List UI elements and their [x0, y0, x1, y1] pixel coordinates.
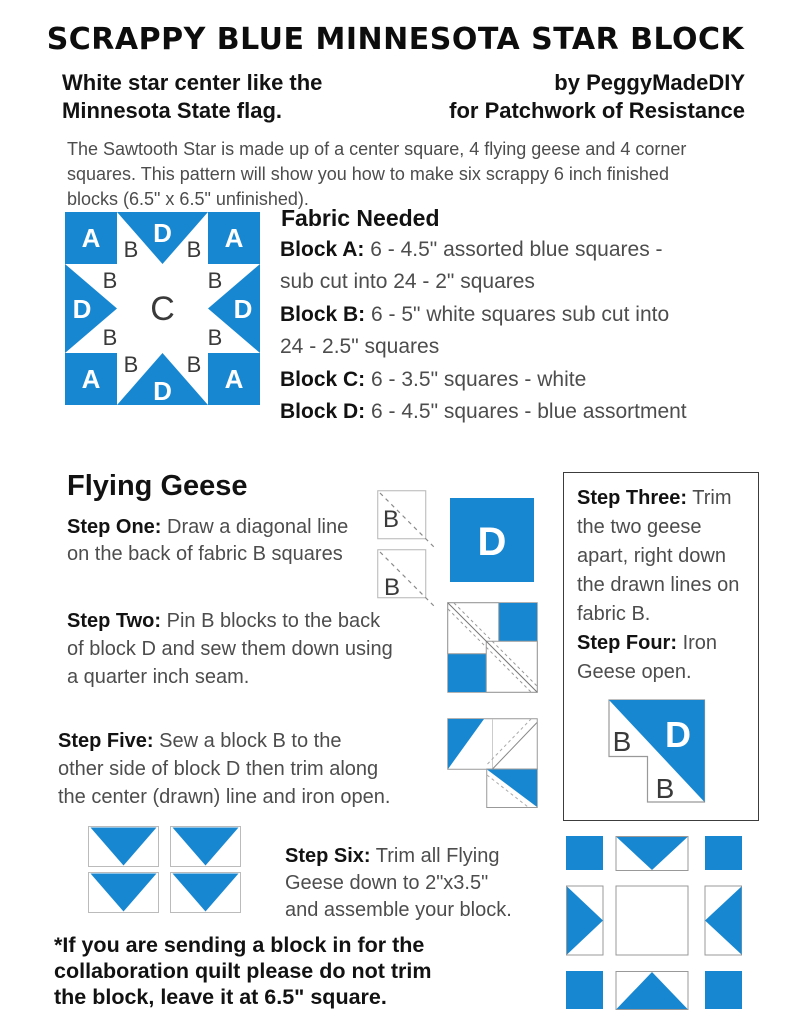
label-d: D — [665, 714, 691, 755]
byline-line-1: by PeggyMadeDIY — [554, 70, 745, 95]
subtitle — [62, 69, 322, 125]
fabric-heading: Fabric Needed — [281, 205, 440, 231]
label-b: B — [207, 325, 223, 350]
label-c: C — [150, 290, 175, 328]
pinned-b-blocks-diagram — [447, 602, 538, 693]
label-b: B — [186, 352, 202, 377]
four-flying-geese-diagram — [88, 826, 241, 914]
label-b: B — [102, 268, 118, 293]
footnote: *If you are sending a block in for the collaboration quilt please do not trim the block, leave it at 6.5" square. — [54, 933, 432, 1009]
label-a: A — [224, 364, 244, 394]
step-two-text: Step Two: Pin B blocks to the back of block D and sew them down using a quarter inch seam. — [67, 610, 393, 688]
ironed-geese-diagram — [600, 699, 706, 803]
label-b: B — [612, 726, 632, 757]
byline — [400, 69, 745, 125]
fabric-item-a-line2: sub cut into 24 - 2" squares — [280, 270, 535, 293]
label-a: A — [224, 223, 244, 253]
d-square-diagram — [450, 498, 534, 582]
page-title: SCRAPPY BLUE MINNESOTA STAR BLOCK — [46, 22, 745, 57]
fabric-item-c: Block C: 6 - 3.5" squares - white — [280, 368, 587, 391]
fabric-item-b-line2: 24 - 2.5" squares — [280, 335, 440, 358]
label-b: B — [123, 237, 139, 262]
step-six-text: Step Six: Trim all Flying Geese down to 2"x3.5" and assemble your block. — [285, 845, 512, 921]
label-d: D — [477, 520, 507, 564]
b-square-diagram-2 — [377, 549, 437, 609]
step-one-text: Step One: Draw a diagonal line on the back of fabric B squares — [67, 516, 349, 565]
label-b: B — [123, 352, 139, 377]
sew-second-b-diagram — [447, 718, 538, 809]
label-b: B — [102, 325, 118, 350]
label-b: B — [382, 506, 400, 533]
subtitle-line-1: White star center like the — [62, 70, 323, 95]
exploded-block-assembly-diagram — [566, 836, 746, 1014]
label-d: D — [153, 218, 172, 248]
label-a: A — [81, 364, 101, 394]
label-d: D — [72, 294, 92, 324]
fabric-item-b-line1: Block B: 6 - 5" white squares sub cut into — [280, 303, 670, 326]
label-b: B — [383, 574, 401, 601]
sawtooth-star-block-diagram — [65, 212, 260, 405]
fabric-item-d: Block D: 6 - 4.5" squares - blue assortment — [280, 400, 687, 423]
subtitle-line-2: Minnesota State flag. — [62, 98, 283, 123]
label-d: D — [153, 376, 172, 405]
label-b: B — [655, 773, 675, 803]
flying-geese-heading: Flying Geese — [67, 470, 248, 502]
byline-line-2: for Patchwork of Resistance — [449, 98, 745, 123]
label-a: A — [81, 223, 101, 253]
label-b: B — [186, 237, 202, 262]
fabric-item-a-line1: Block A: 6 - 4.5" assorted blue squares - — [280, 238, 663, 261]
step-five-text: Step Five: Sew a block B to the other side of block D then trim along the center (drawn) line and iron open. — [58, 730, 391, 808]
step-three-four-text: Step Three: Trim the two geese apart, right down the drawn lines on fabric B. Step Four: Iron Geese open. — [577, 487, 740, 683]
b-square-diagram-1 — [377, 490, 437, 550]
intro-paragraph: The Sawtooth Star is made up of a center square, 4 flying geese and 4 corner squares. This pattern will show you how to make six scrappy 6 inch finished blocks (6.5" x 6.5" unfinished). — [67, 139, 687, 209]
label-d: D — [233, 294, 253, 324]
label-b: B — [207, 268, 223, 293]
